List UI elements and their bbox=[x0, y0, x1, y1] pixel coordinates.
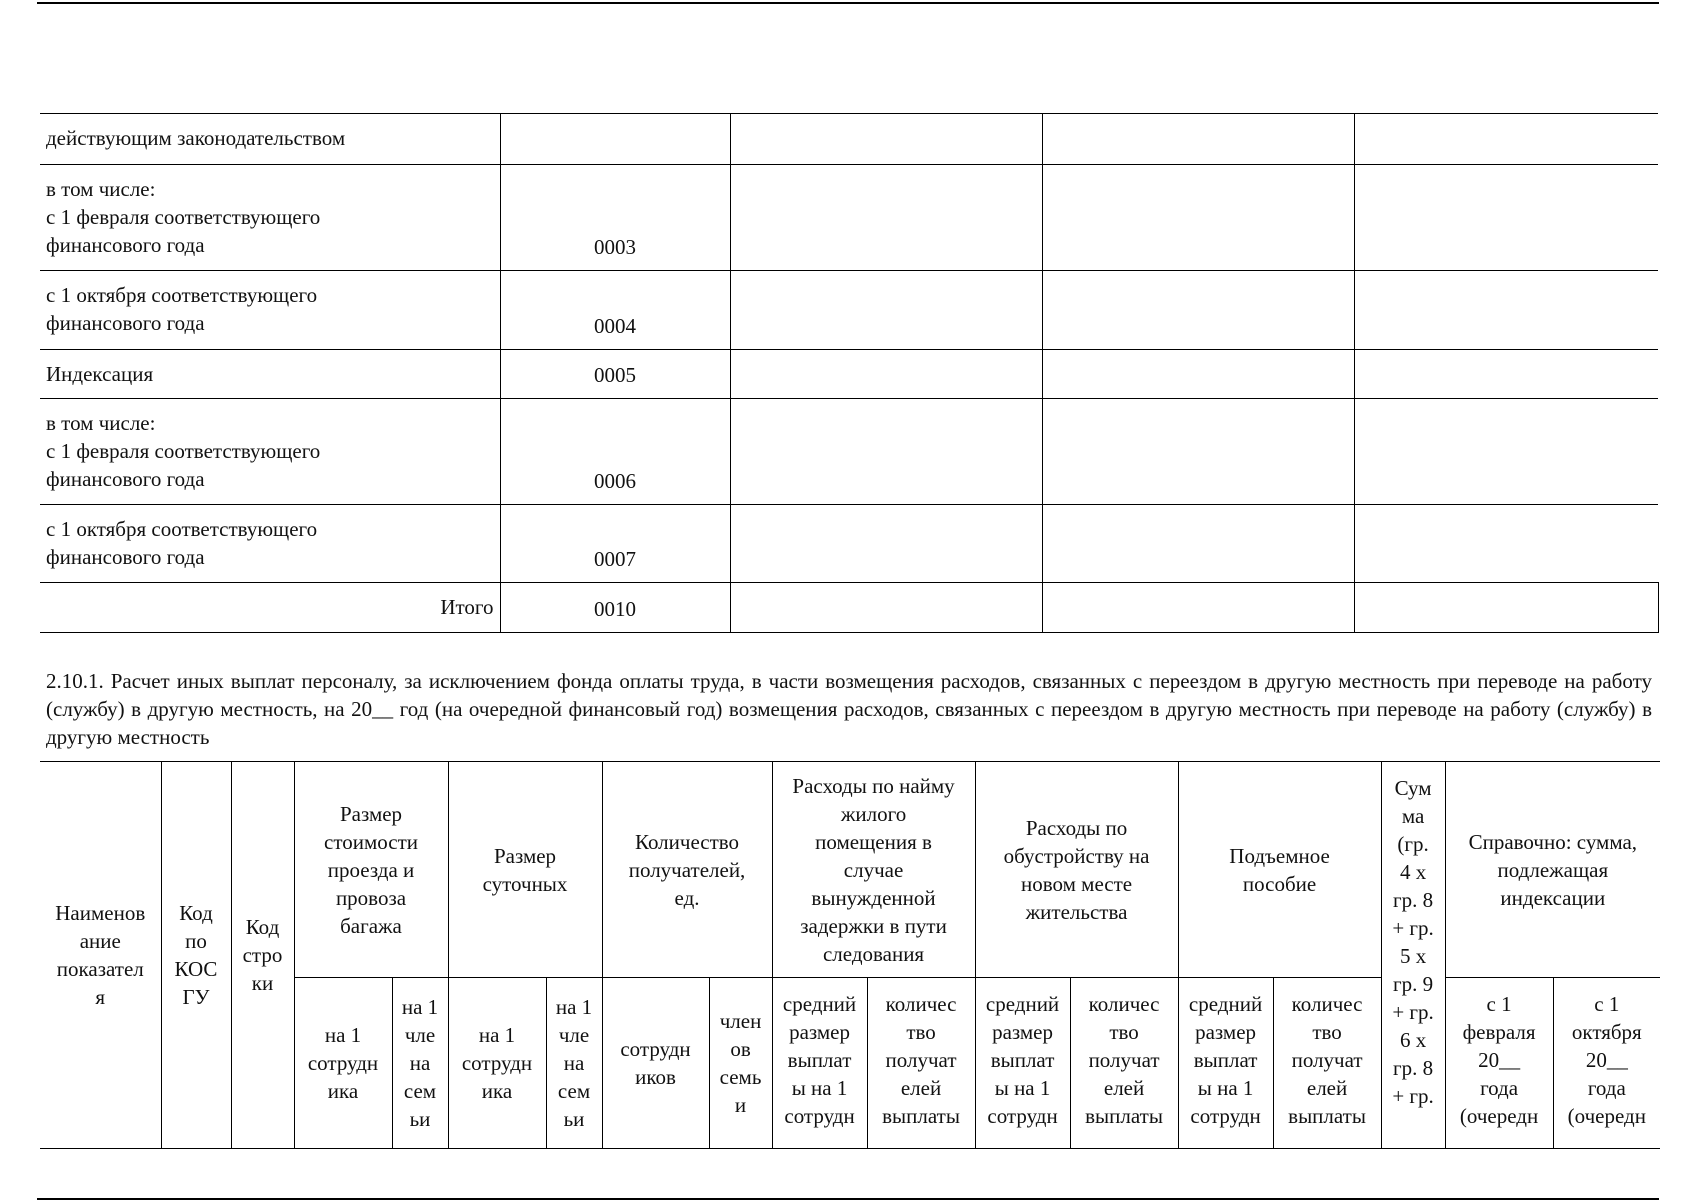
row-name: Индексация bbox=[40, 350, 500, 399]
value-cell bbox=[730, 271, 1042, 350]
subheader-from-february: с 1 февраля 20__ года (очередн bbox=[1445, 978, 1553, 1149]
subheader-avg-payment: средний размер выплат ы на 1 сотрудн bbox=[1178, 978, 1273, 1149]
row-name: в том числе: с 1 февраля соответствующего финансового года bbox=[40, 399, 500, 505]
value-cell bbox=[1042, 114, 1354, 165]
header-travel-cost: Размер стоимости проезда и провоза багажа bbox=[294, 762, 448, 978]
value-cell bbox=[730, 505, 1042, 583]
value-cell bbox=[1042, 583, 1354, 633]
value-cell bbox=[1354, 165, 1658, 271]
subheader-recipients-count: количес тво получат елей выплаты bbox=[867, 978, 975, 1149]
value-cell bbox=[730, 399, 1042, 505]
subheader-avg-payment: средний размер выплат ы на 1 сотрудн bbox=[772, 978, 867, 1149]
row-name: с 1 октября соответствующего финансового года bbox=[40, 505, 500, 583]
row-code: 0003 bbox=[500, 165, 730, 271]
table-row bbox=[40, 399, 1658, 505]
value-cell bbox=[1354, 271, 1658, 350]
header-row bbox=[40, 762, 1660, 978]
subheader-from-october: с 1 октября 20__ года (очередн bbox=[1553, 978, 1660, 1149]
header-recipients: Количество получателей, ед. bbox=[602, 762, 772, 978]
subheader-employees: сотрудн иков bbox=[602, 978, 709, 1149]
total-code: 0010 bbox=[500, 583, 730, 633]
top-rule bbox=[37, 2, 1659, 4]
value-cell bbox=[730, 165, 1042, 271]
table-row bbox=[40, 505, 1658, 583]
subheader-per-family-member: на 1 чле на сем ьи bbox=[546, 978, 602, 1149]
subheader-per-family-member: на 1 чле на сем ьи bbox=[392, 978, 448, 1149]
row-code: 0005 bbox=[500, 350, 730, 399]
header-settling-expenses: Расходы по обустройству на новом месте жительства bbox=[975, 762, 1178, 978]
row-name: в том числе: с 1 февраля соответствующего финансового года bbox=[40, 165, 500, 271]
row-code: 0004 bbox=[500, 271, 730, 350]
total-row bbox=[40, 583, 1658, 633]
table-row bbox=[40, 165, 1658, 271]
value-cell bbox=[1042, 271, 1354, 350]
value-cell bbox=[1354, 583, 1658, 633]
row-code bbox=[500, 114, 730, 165]
subheader-recipients-count: количес тво получат елей выплаты bbox=[1273, 978, 1381, 1149]
header-reference-indexation: Справочно: сумма, подлежащая индексации bbox=[1445, 762, 1660, 978]
table-row bbox=[40, 350, 1658, 399]
subheader-avg-payment: средний размер выплат ы на 1 сотрудн bbox=[975, 978, 1070, 1149]
relocation-table bbox=[40, 761, 1660, 1149]
value-cell bbox=[1042, 165, 1354, 271]
value-cell bbox=[1354, 350, 1658, 399]
indexation-table bbox=[40, 113, 1659, 633]
section-heading: 2.10.1. Расчет иных выплат персоналу, за исключением фонда оплаты труда, в части возмещения расходов, связанных с переездом в другую местность при переводе на работу (службу) в другую местность, на 20__ год (на очередной финансовый год) возмещения расходов, связанных с переездом в другую местность при переводе на работу (службу) в другую местность bbox=[46, 669, 1652, 749]
value-cell bbox=[1354, 505, 1658, 583]
total-label: Итого bbox=[40, 583, 500, 633]
row-name: действующим законодательством bbox=[40, 114, 500, 165]
value-cell bbox=[1042, 505, 1354, 583]
value-cell bbox=[730, 114, 1042, 165]
header-kosgu-code: Код по КОС ГУ bbox=[161, 762, 231, 1149]
subheader-recipients-count: количес тво получат елей выплаты bbox=[1070, 978, 1178, 1149]
value-cell bbox=[1354, 399, 1658, 505]
subheader-per-employee: на 1 сотрудн ика bbox=[294, 978, 392, 1149]
header-housing-expenses: Расходы по найму жилого помещения в случае вынужденной задержки в пути следования bbox=[772, 762, 975, 978]
value-cell bbox=[1354, 114, 1658, 165]
table-row bbox=[40, 271, 1658, 350]
value-cell bbox=[1042, 399, 1354, 505]
row-name: с 1 октября соответствующего финансового года bbox=[40, 271, 500, 350]
header-lifting-allowance: Подъемное пособие bbox=[1178, 762, 1381, 978]
header-indicator-name: Наименов ание показател я bbox=[40, 762, 161, 1149]
header-per-diem: Размер суточных bbox=[448, 762, 602, 978]
row-code: 0006 bbox=[500, 399, 730, 505]
value-cell bbox=[730, 583, 1042, 633]
subheader-family-members: член ов семь и bbox=[709, 978, 772, 1149]
table-row bbox=[40, 114, 1658, 165]
subheader-per-employee: на 1 сотрудн ика bbox=[448, 978, 546, 1149]
header-sum: Сум ма (гр. 4 х гр. 8 + гр. 5 х гр. 9 + гр. 6 х гр. 8 + гр. bbox=[1381, 762, 1445, 1149]
row-code: 0007 bbox=[500, 505, 730, 583]
header-row-code: Код стро ки bbox=[231, 762, 294, 1149]
value-cell bbox=[1042, 350, 1354, 399]
value-cell bbox=[730, 350, 1042, 399]
